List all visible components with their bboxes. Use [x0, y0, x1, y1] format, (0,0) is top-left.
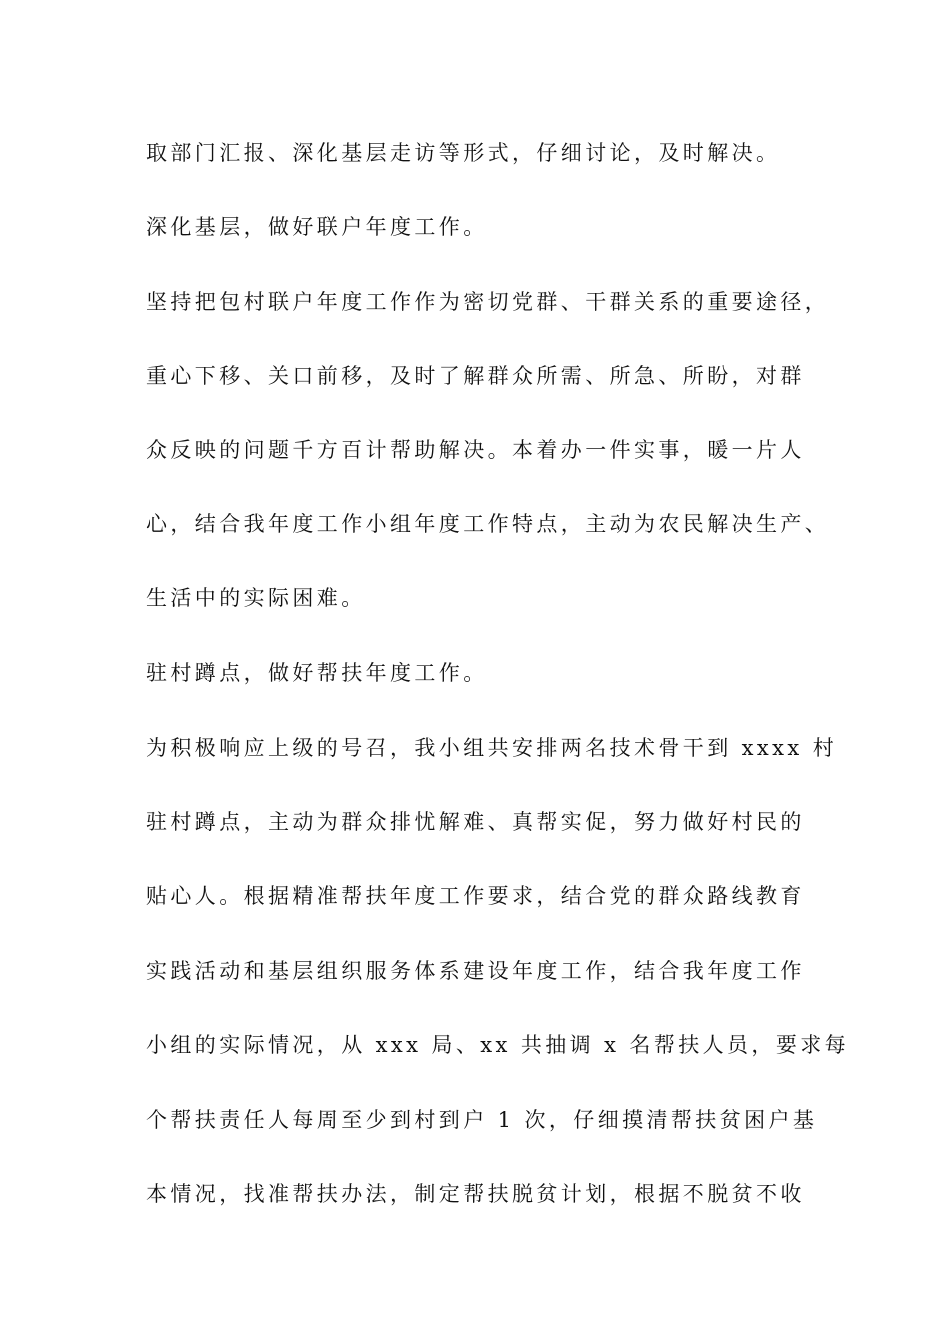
text-line: 众反映的问题千方百计帮助解决。本着办一件实事，暖一片人: [146, 438, 805, 462]
text-line: 本情况，找准帮扶办法，制定帮扶脱贫计划，根据不脱贫不收: [146, 1182, 805, 1206]
text-line: 为积极响应上级的号召，我小组共安排两名技术骨干到 xxxx 村: [146, 736, 838, 760]
text-line: 个帮扶责任人每周至少到村到户 1 次，仔细摸清帮扶贫困户基: [146, 1108, 818, 1132]
text-line: 贴心人。根据精准帮扶年度工作要求，结合党的群众路线教育: [146, 884, 805, 908]
text-line: 坚持把包村联户年度工作作为密切党群、干群关系的重要途径，: [146, 290, 830, 314]
text-line: 取部门汇报、深化基层走访等形式，仔细讨论，及时解决。: [146, 141, 781, 165]
section-heading: 深化基层，做好联户年度工作。: [146, 215, 488, 239]
text-line: 实践活动和基层组织服务体系建设年度工作，结合我年度工作: [146, 959, 805, 983]
text-line: 生活中的实际困难。: [146, 586, 366, 610]
text-line: 重心下移、关口前移，及时了解群众所需、所急、所盼，对群: [146, 364, 805, 388]
text-line: 驻村蹲点，主动为群众排忧解难、真帮实促，努力做好村民的: [146, 810, 805, 834]
text-line: 心，结合我年度工作小组年度工作特点，主动为农民解决生产、: [146, 512, 830, 536]
section-heading: 驻村蹲点，做好帮扶年度工作。: [146, 661, 488, 685]
text-line: 小组的实际情况，从 xxx 局、xx 共抽调 x 名帮扶人员，要求每: [146, 1033, 850, 1057]
